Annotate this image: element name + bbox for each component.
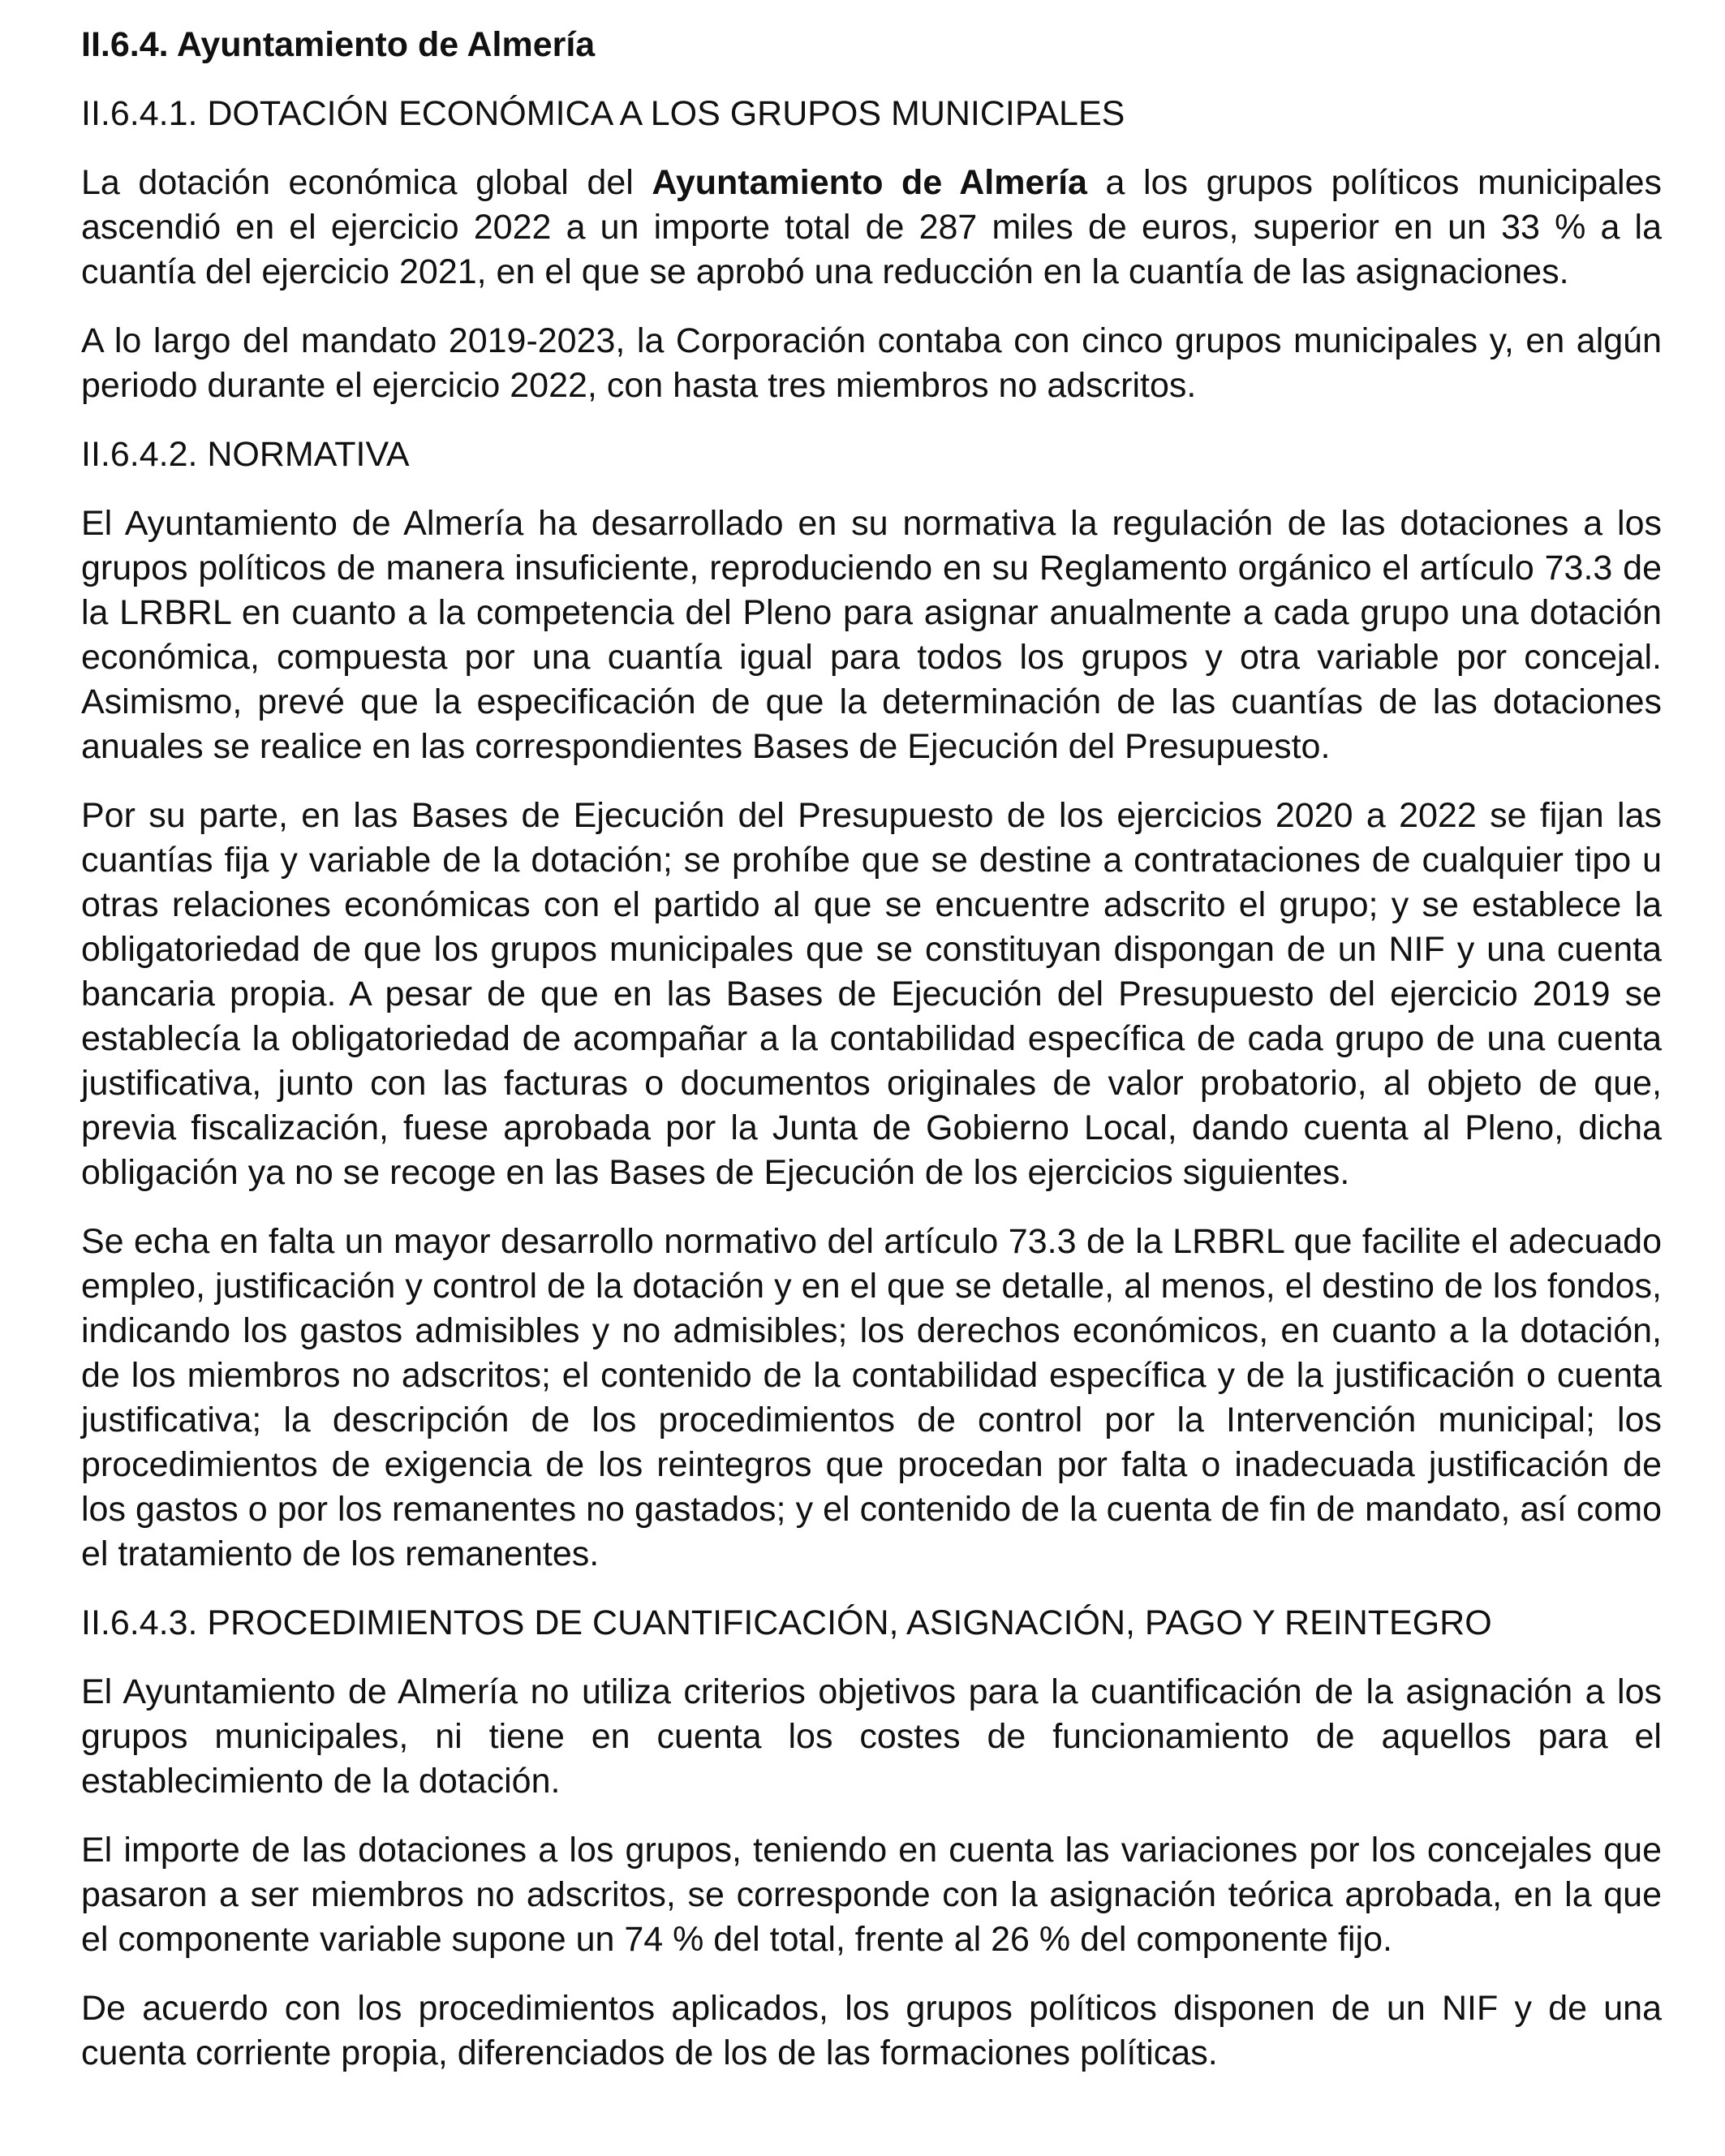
paragraph-procedimientos-1: El Ayuntamiento de Almería no utiliza criterios objetivos para la cuantificación de la asignación a los grupos municipales, ni tiene en cuenta los costes de funcionamiento de aquellos para el establecimiento de la dotación.	[81, 1672, 1662, 1801]
heading-normativa: II.6.4.2. NORMATIVA	[81, 435, 410, 474]
document-page	[81, 23, 1662, 2076]
paragraph-procedimientos-3: De acuerdo con los procedimientos aplicados, los grupos políticos disponen de un NIF y de una cuenta corriente propia, diferenciados de los de las formaciones políticas.	[81, 1989, 1662, 2072]
paragraph-dotacion-2: A lo largo del mandato 2019-2023, la Corporación contaba con cinco grupos municipales y, en algún periodo durante el ejercicio 2022, con hasta tres miembros no adscritos.	[81, 321, 1662, 405]
heading-procedimientos: II.6.4.3. PROCEDIMIENTOS DE CUANTIFICACIÓN, ASIGNACIÓN, PAGO Y REINTEGRO	[81, 1603, 1492, 1642]
paragraph-dotacion-1-start: La dotación económica global del	[81, 163, 652, 202]
paragraph-procedimientos-2: El importe de las dotaciones a los grupos, teniendo en cuenta las variaciones por los concejales que pasaron a ser miembros no adscritos, se corresponde con la asignación teórica aprobada, en la que el componente variable supone un 74 % del total, frente al 26 % del componente fijo.	[81, 1831, 1662, 1959]
paragraph-normativa-2: Por su parte, en las Bases de Ejecución del Presupuesto de los ejercicios 2020 a 2022 se fijan las cuantías fija y variable de la dotación; se prohíbe que se destine a contrataciones de cualquier tipo u otras relaciones económicas con el partido al que se encuentre adscrito el grupo; y se establece la obligatoriedad de que los grupos municipales que se constituyan dispongan de un NIF y una cuenta bancaria propia. A pesar de que en las Bases de Ejecución del Presupuesto del ejercicio 2019 se establecía la obligatoriedad de acompañar a la contabilidad específica de cada grupo de una cuenta justificativa, junto con las facturas o documentos originales de valor probatorio, al objeto de que, previa fiscalización, fuese aprobada por la Junta de Gobierno Local, dando cuenta al Pleno, dicha obligación ya no se recoge en las Bases de Ejecución de los ejercicios siguientes.	[81, 796, 1662, 1192]
paragraph-normativa-1: El Ayuntamiento de Almería ha desarrollado en su normativa la regulación de las dotaciones a los grupos políticos de manera insuficiente, reproduciendo en su Reglamento orgánico el artículo 73.3 de la LRBRL en cuanto a la competencia del Pleno para asignar anualmente a cada grupo una dotación económica, compuesta por una cuantía igual para todos los grupos y otra variable por concejal. Asimismo, prevé que la especificación de que la determinación de las cuantías de las dotaciones anuales se realice en las correspondientes Bases de Ejecución del Presupuesto.	[81, 504, 1662, 766]
paragraph-dotacion-1-end: a los grupos políticos municipales ascendió en el ejercicio 2022 a un importe total de 287 miles de euros, superior en un 33 % a la cuantía del ejercicio 2021, en el que se aprobó una reducción en la cuantía de las asignaciones.	[81, 163, 1663, 291]
paragraph-dotacion-1	[81, 161, 1662, 295]
paragraph-normativa-3: Se echa en falta un mayor desarrollo normativo del artículo 73.3 de la LRBRL que facilite el adecuado empleo, justificación y control de la dotación y en el que se detalle, al menos, el destino de los fondos, indicando los gastos admisibles y no admisibles; los derechos económicos, en cuanto a la dotación, de los miembros no adscritos; el contenido de la contabilidad específica y de la justificación o cuenta justificativa; la descripción de los procedimientos de control por la Intervención municipal; los procedimientos de exigencia de los reintegros que procedan por falta o inadecuada justificación de los gastos o por los remanentes no gastados; y el contenido de la cuenta de fin de mandato, así como el tratamiento de los remanentes.	[81, 1222, 1662, 1573]
section-title: II.6.4. Ayuntamiento de Almería	[81, 25, 596, 64]
paragraph-dotacion-1-bold: Ayuntamiento de Almería	[652, 163, 1087, 202]
heading-dotacion: II.6.4.1. DOTACIÓN ECONÓMICA A LOS GRUPOS MUNICIPALES	[81, 94, 1125, 133]
